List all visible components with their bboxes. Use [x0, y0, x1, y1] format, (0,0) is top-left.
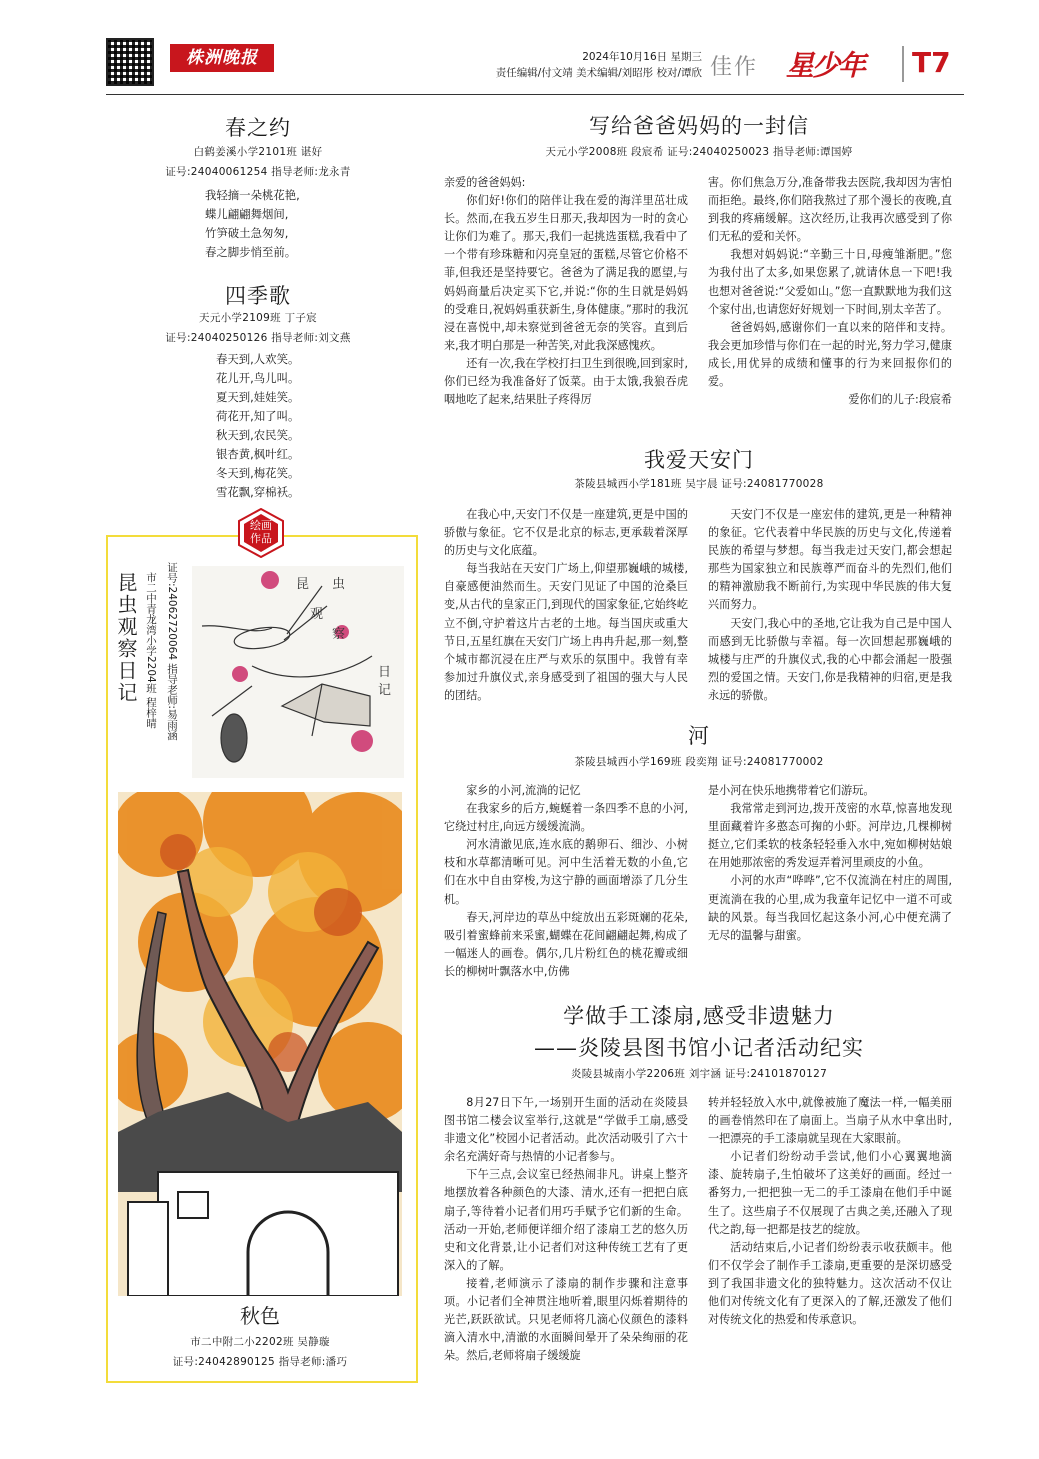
river-col2 [708, 782, 952, 945]
poem2-body [216, 350, 366, 502]
paragraph: 下午三点,会议室已经热闹非凡。讲桌上整齐地摆放着各种颜色的大漆、清水,还有一把把白底扇子,等待着小记者们用巧手赋予它们新的生命。活动一开始,老师便详细介绍了漆扇工艺的悠久历史和文化背景,让小记者们对这种传统工艺有了更深入的了解。 [444, 1168, 688, 1272]
paragraph: 天安门,我心中的圣地,它让我为自己是中国人而感到无比骄傲与幸福。每一次回想起那巍峨的城楼与庄严的升旗仪式,我的心中都会涌起一股强烈的爱国之情。天安门,你是我精神的归宿,更是我永远的骄傲。 [708, 616, 952, 702]
fan-byline: 炎陵县城南小学2206班 刘宇涵 证号:24101870127 [570, 1068, 828, 1080]
poem2-title: 四季歌 [225, 284, 291, 308]
river-title: 河 [688, 724, 710, 748]
paragraph: 每当我站在天安门广场上,仰望那巍峨的城楼,自豪感便油然而生。天安门见证了中国的沧桑巨变,从古代的皇家正门,到现代的国家象征,它始终屹立不倒,守护着这片古老的土地。每当国庆或重大节日,五星红旗在天安门广场上冉冉升起,那一刻,整个城市都沉浸在庄严与欢乐的氛围中。我曾有幸参加过升旗仪式,亲身感受到了祖国的强大与人民的团结。 [444, 562, 688, 702]
header-divider [902, 46, 904, 82]
poem-line: 春之脚步悄至前。 [205, 245, 297, 259]
insect-drawing [192, 566, 404, 778]
newspaper-logo: 株洲晚报 [170, 44, 274, 72]
fan-col1 [444, 1094, 688, 1365]
art1-info: 市二中青龙湾小学2204班 程梓晴 [145, 572, 157, 729]
poem-line: 秋天到,农民笑。 [216, 428, 300, 442]
drawn-char: 虫 [332, 577, 346, 592]
fan-subtitle: ——炎陵县图书馆小记者活动纪实 [534, 1036, 864, 1060]
poem2-byline: 天元小学2109班 丁子宸 [199, 312, 317, 324]
tiananmen-col1 [444, 506, 688, 705]
poem-line: 夏天到,娃娃笑。 [216, 390, 300, 404]
qr-code-icon[interactable] [106, 38, 154, 86]
poem-line: 荷花开,知了叫。 [216, 409, 300, 423]
tiananmen-byline: 茶陵县城西小学181班 吴宇晨 证号:24081770028 [574, 478, 824, 490]
paragraph: 活动结束后,小记者们纷纷表示收获颇丰。他们不仅学会了制作手工漆扇,更重要的是深切感受到了我国非遗文化的独特魅力。这次活动不仅让他们对传统文化有了更深入的了解,还激发了他们对传统文化的热爱和传承意识。 [708, 1240, 952, 1327]
badge-text: 作品 [250, 532, 272, 545]
paragraph: 在我心中,天安门不仅是一座建筑,更是中国的骄傲与象征。它不仅是北京的标志,更承载着深厚的历史与文化底蕴。 [444, 508, 688, 558]
tiananmen-col2 [708, 506, 952, 705]
poem1-title: 春之约 [225, 116, 291, 140]
badge-text: 绘画 [250, 519, 272, 532]
river-byline: 茶陵县城西小学169班 段奕翔 证号:24081770002 [574, 756, 824, 768]
paragraph: 接着,老师演示了漆扇的制作步骤和注意事项。小记者们全神贯注地听着,眼里闪烁着期待的光芒,跃跃欲试。只见老师将几滴心仪颜色的漆料滴入清水中,清澈的水面瞬间晕开了朵朵绚丽的花朵。然后,老师将扇子缓缓旋 [444, 1276, 688, 1363]
editors-line: 责任编辑/付文靖 美术编辑/刘昭彤 校对/谭欣 [495, 67, 702, 79]
letter-col1 [444, 174, 688, 409]
art1-title: 昆虫观察日记 [114, 572, 138, 704]
paragraph: 是小河在快乐地携带着它们游玩。 [708, 784, 875, 797]
poem1-cert: 证号:24040061254 指导老师:龙永青 [165, 166, 351, 178]
autumn-painting [118, 792, 402, 1296]
paragraph: 家乡的小河,流淌的记忆 [466, 784, 581, 797]
poem-line: 蝶儿翩翩舞烟间, [205, 207, 289, 221]
page-number: T7 [912, 46, 951, 79]
art2-info: 市二中附二小2202班 吴静璇 [190, 1336, 330, 1348]
paragraph: 天安门不仅是一座宏伟的建筑,更是一种精神的象征。它代表着中华民族的历史与文化,传递着民族的希望与梦想。每当我走过天安门,都会想起那些为国家独立和民族尊严而奋斗的先烈们,他们的精神激励我不断前行,为实现中华民族的伟大复兴而努力。 [708, 508, 952, 612]
poem-line: 竹笋破土急匆匆, [205, 226, 289, 240]
drawn-char: 日 [378, 665, 392, 680]
drawn-char: 察 [332, 627, 346, 642]
paragraph: 小河的水声“哗哗”,它不仅流淌在村庄的周围,更流淌在我的心里,成为我童年记忆中一道不可或缺的风景。每当我回忆起这条小河,心中便充满了无尽的温馨与甜蜜。 [708, 874, 952, 942]
drawn-char: 观 [310, 607, 324, 622]
poem-line: 雪花飘,穿棉袄。 [216, 485, 300, 499]
letter-title: 写给爸爸妈妈的一封信 [589, 114, 809, 138]
paragraph: 河水清澈见底,连水底的鹅卵石、细沙、小树枝和水草都清晰可见。河中生活着无数的小鱼,它们在水中自由穿梭,为这宁静的画面增添了几分生机。 [444, 838, 688, 906]
art2-title: 秋色 [240, 1304, 280, 1328]
paragraph: 我常常走到河边,拨开茂密的水草,惊喜地发现里面藏着许多憨态可掬的小虾。河岸边,几棵柳树挺立,它们柔软的枝条轻轻垂入水中,宛如柳树姑娘在用她那浓密的秀发逗弄着河里顽皮的小鱼。 [708, 802, 952, 870]
fan-title: 学做手工漆扇,感受非遗魅力 [563, 1004, 835, 1028]
river-col1 [444, 782, 688, 981]
tiananmen-title: 我爱天安门 [644, 448, 754, 472]
art1-cert: 证号:24062720064 指导老师:易雨涵 [166, 562, 178, 741]
fan-col2 [708, 1094, 952, 1329]
poem-line: 花儿开,鸟儿叫。 [216, 371, 300, 385]
date-line: 2024年10月16日 星期三 [582, 51, 702, 63]
paragraph: 你们好!你们的陪伴让我在爱的海洋里茁壮成长。然而,在我五岁生日那天,我却因为一时的贪心让你们为难了。那天,我们一起挑选蛋糕,我看中了一个带有珍珠糖和闪亮皇冠的蛋糕,尽管它价格不菲,但我还是坚持要它。爸爸为了满足我的愿望,与妈妈商量后决定买下它,并说:“你的生日就是妈妈的受难日,祝妈妈重获新生,身体健康。”那时的我沉浸在喜悦中,却未察觉到爸爸无奈的笑容。直到后来,我才明白那是一种苦笑,对此我深感愧疚。 [444, 194, 688, 352]
poem1-byline: 白鹤姜溪小学2101班 谌好 [193, 146, 323, 158]
drawn-char: 记 [378, 683, 392, 698]
letter-byline: 天元小学2008班 段宸希 证号:24040250023 指导老师:谭国婷 [545, 146, 853, 158]
poem2-cert: 证号:24040250126 指导老师:刘文燕 [165, 332, 351, 344]
letter-col2 [708, 174, 952, 409]
paragraph: 在我家乡的后方,蜿蜒着一条四季不息的小河,它绕过村庄,向远方缓缓流淌。 [444, 802, 688, 834]
poem-line: 冬天到,梅花笑。 [216, 466, 300, 480]
paragraph: 我想对妈妈说:“辛勤三十日,母瘦雏渐肥。”您为我付出了太多,如果您累了,就请休息一下吧!我也想对爸爸说:“父爱如山。”您一直默默地为我们这个家付出,也请您好好规划一下时间,别太辛苦了。 [708, 248, 952, 316]
paragraph: 还有一次,我在学校打扫卫生到很晚,回到家时,你们已经为我准备好了饭菜。由于太饿,我狼吞虎咽地吃了起来,结果肚子疼得厉 [444, 356, 688, 407]
drawn-char: 昆 [296, 577, 310, 592]
brand-logo: 星少年 [786, 49, 865, 82]
header-rule [106, 94, 964, 95]
paragraph: 小记者们纷纷动手尝试,他们小心翼翼地滴漆、旋转扇子,生怕破坏了这美好的画面。经过一番努力,一把把独一无二的手工漆扇在他们手中诞生了。这些扇子不仅展现了古典之美,还融入了现代之韵,每一把都是技艺的绽放。 [708, 1150, 952, 1236]
art2-cert: 证号:24042890125 指导老师:潘巧 [172, 1356, 348, 1368]
paragraph: 亲爱的爸爸妈妈: [444, 176, 526, 189]
poem-line: 春天到,人欢笑。 [216, 352, 300, 366]
paragraph: 害。你们焦急万分,准备带我去医院,我却因为害怕而拒绝。最终,你们陪我熬过了那个漫长的夜晚,直到我的疼痛缓解。这次经历,让我再次感受到了你们无私的爱和关怀。 [708, 176, 952, 244]
paragraph: 春天,河岸边的草丛中绽放出五彩斑斓的花朵,吸引着蜜蜂前来采蜜,蝴蝶在花间翩翩起舞,构成了一幅迷人的画卷。偶尔,几片粉红色的桃花瓣或细长的柳树叶飘落水中,仿佛 [444, 910, 688, 978]
poem-line: 银杏黄,枫叶红。 [216, 447, 300, 461]
paragraph: 8月27日下午,一场别开生面的活动在炎陵县图书馆二楼会议室举行,这就是“学做手工扇,感受非遗文化”校园小记者活动。此次活动吸引了六十余名充满好奇与热情的小记者参与。 [444, 1096, 688, 1164]
poem-line: 我轻摘一朵桃花艳, [205, 188, 300, 202]
artwork-badge [236, 508, 286, 558]
section-label: 佳作 [710, 55, 759, 80]
poem1-body [205, 186, 365, 262]
paragraph: 爸爸妈妈,感谢你们一直以来的陪伴和支持。我会更加珍惜与你们在一起的时光,努力学习,健康成长,用优异的成绩和懂事的行为来回报你们的爱。 [708, 320, 952, 389]
signature: 爱你们的儿子:段宸希 [848, 393, 952, 407]
paragraph: 转并轻轻放入水中,就像被施了魔法一样,一幅美丽的画卷悄然印在了扇面上。当扇子从水中拿出时,一把漂亮的手工漆扇就呈现在大家眼前。 [708, 1096, 952, 1146]
